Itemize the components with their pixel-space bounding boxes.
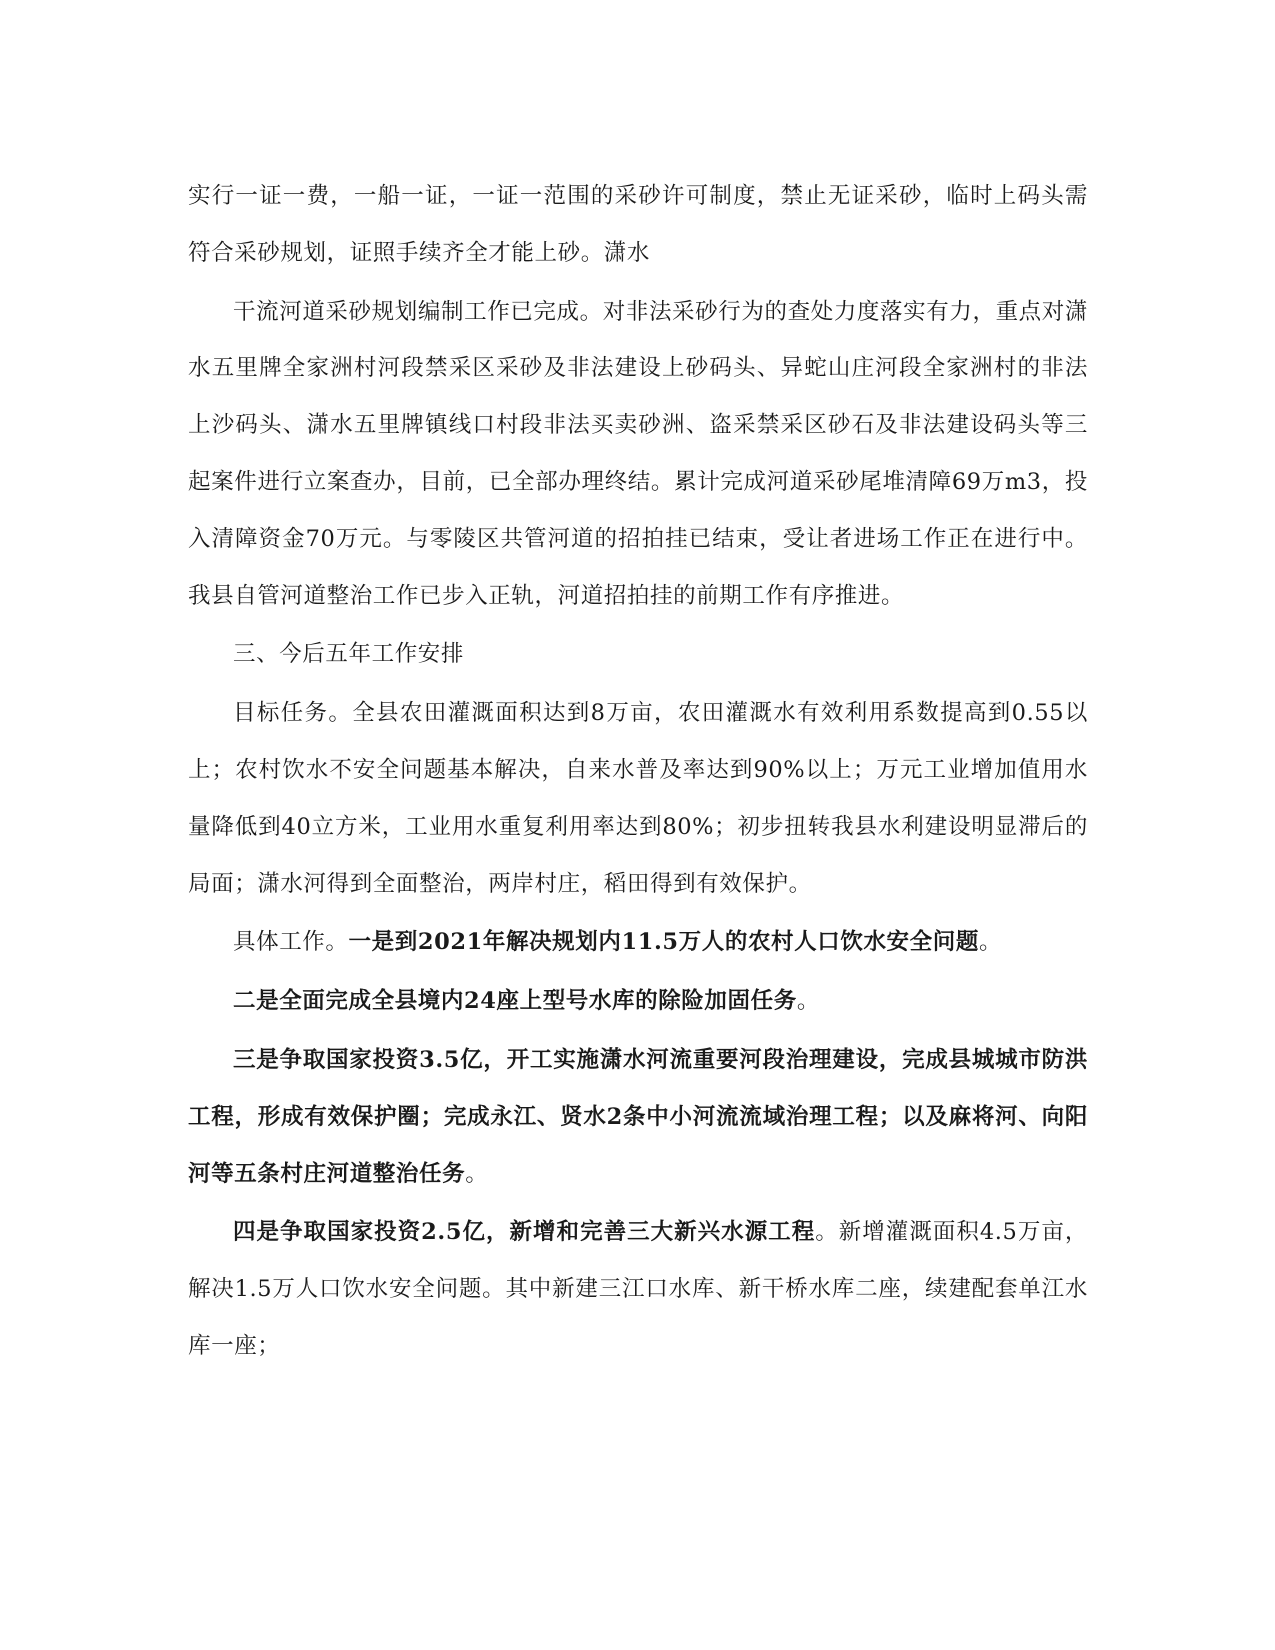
- paragraph-text: 干流河道采砂规划编制工作已完成。对非法采砂行为的查处力度落实有力，重点对潇水五里牌全家洲村河段禁采区采砂及非法建设上砂码头、异蛇山庄河段全家洲村的非法上沙码头、潇水五里牌镇线口村段非法买卖砂洲、盗采禁采区砂石及非法建设码头等三起案件进行立案查办，目前，已全部办理终结。累计完成河道采砂尾堆清障69万m3，投入清障资金70万元。与零陵区共管河道的招拍挂已结束，受让者进场工作正在进行中。我县自管河道整治工作已步入正轨，河道招拍挂的前期工作有序推进。: [188, 298, 1088, 609]
- paragraph-specific-work-four: [188, 1204, 1088, 1374]
- bold-text: 一是到2021年解决规划内11.5万人的农村人口饮水安全问题: [348, 929, 979, 956]
- paragraph-target-tasks: [188, 685, 1088, 912]
- paragraph-text: 实行一证一费，一船一证，一证一范围的采砂许可制度，禁止无证采砂，临时上码头需符合采砂规划，证照手续齐全才能上砂。潇水: [188, 183, 1088, 266]
- paragraph-text: 。: [796, 988, 820, 1015]
- paragraph-sand-license: [188, 168, 1088, 282]
- document-page: [188, 168, 1088, 1377]
- paragraph-specific-work-two: [188, 973, 1088, 1030]
- bold-text: 三是争取国家投资3.5亿，开工实施潇水河流重要河段治理建设，完成县城城市防洪工程，形成有效保护圈；完成永江、贤水2条中小河流流域治理工程；以及麻将河、向阳河等五条村庄河道整治任务: [188, 1046, 1088, 1187]
- paragraph-text: 具体工作。: [233, 929, 349, 956]
- paragraph-specific-work-three: [188, 1032, 1088, 1202]
- paragraph-sand-planning: [188, 284, 1088, 625]
- paragraph-text: 目标任务。全县农田灌溉面积达到8万亩，农田灌溉水有效利用系数提高到0.55以上；农村饮水不安全问题基本解决，自来水普及率达到90%以上；万元工业增加值用水量降低到40立方米，工业用水重复利用率达到80%；初步扭转我县水利建设明显滞后的局面；潇水河得到全面整治，两岸村庄，稻田得到有效保护。: [188, 700, 1088, 897]
- bold-text: 二是全面完成全县境内24座上型号水库的除险加固任务: [233, 988, 797, 1015]
- section-heading-text: 三、今后五年工作安排: [233, 641, 465, 668]
- paragraph-specific-work-one: [188, 914, 1088, 971]
- paragraph-text: 。新增灌溉面积4.5万亩，解决1.5万人口饮水安全问题。其中新建三江口水库、新干桥水库二座，续建配套单江水库一座；: [188, 1219, 1088, 1359]
- paragraph-text: 。: [465, 1160, 489, 1187]
- section-heading-five-year-plan: [188, 626, 1088, 683]
- paragraph-text: 。: [978, 929, 1003, 956]
- bold-text: 四是争取国家投资2.5亿，新增和完善三大新兴水源工程: [233, 1219, 816, 1246]
